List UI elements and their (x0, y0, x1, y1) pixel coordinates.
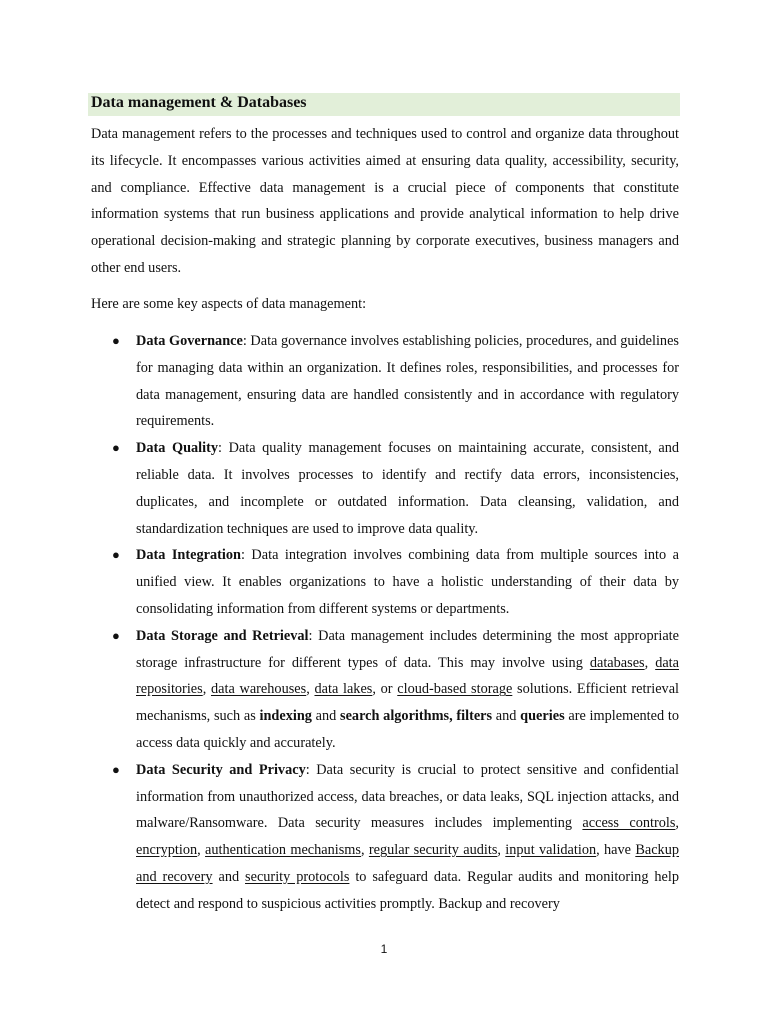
item-description: solutions. Efficient retrieval mechanisms, such as (136, 681, 680, 725)
list-item-text (136, 435, 679, 542)
bullet-icon: ● (112, 627, 120, 643)
list-item-data-security (0, 757, 768, 918)
link-security-audits[interactable]: regular security audits (368, 842, 498, 859)
term-search-algorithms: search algorithms, filters (340, 708, 493, 725)
link-data-lakes[interactable]: data lakes (314, 681, 373, 698)
key-aspects-list (0, 328, 768, 918)
separator: and (492, 708, 521, 725)
separator: , (644, 654, 656, 671)
list-item-data-quality (0, 435, 768, 542)
link-data-warehouses[interactable]: data warehouses (210, 681, 307, 698)
item-description: : Data governance involves establishing policies, procedures, and guidelines for managing data within an organization. It defines roles, responsibilities, and processes for data management, ensuring data are handled consistently and in accordance with regulatory requirements. (136, 333, 679, 430)
separator: , (497, 842, 506, 859)
term-data-integration: Data Integration (136, 547, 241, 564)
separator: , or (372, 681, 398, 698)
separator: , (197, 842, 206, 859)
separator: , (306, 681, 315, 698)
item-description: : Data security is crucial to protect sensitive and confidential information from unauthorized access, data breaches, or data leaks, SQL injection attacks, and malware/Ransomware. Data security measures includes implementing (136, 761, 679, 832)
separator: , (202, 681, 211, 698)
bullet-icon: ● (112, 333, 120, 348)
term-data-quality: Data Quality (136, 440, 219, 457)
link-data-repositories[interactable]: data repositories (136, 654, 679, 698)
list-item-data-storage (0, 623, 768, 757)
bullet-icon: ● (112, 761, 120, 777)
term-queries: queries (520, 708, 565, 725)
link-input-validation[interactable]: input validation (505, 842, 597, 859)
item-description: are implemented to access data quickly and accurately. (136, 708, 679, 751)
link-cloud-storage[interactable]: cloud-based storage (397, 681, 513, 698)
item-description: : Data quality management focuses on maintaining accurate, consistent, and reliable data. It involves processes to identify and rectify data errors, inconsistencies, duplicates, and incomplete or outdated information. Data cleansing, validation, and standardization techniques are used to improve data quality. (136, 440, 680, 537)
link-access-controls[interactable]: access controls (582, 815, 676, 832)
term-data-security: Data Security and Privacy (136, 761, 306, 778)
intro-paragraph: Data management refers to the processes and techniques used to control and organize data throughout its lifecycle. It encompasses various activities aimed at ensuring data quality, accessibility, security, and compliance. Effective data management is a crucial piece of components that constitute information systems that run business applications and provide analytical information to help drive operational decision-making and strategic planning by corporate executives, business managers and other end users. (91, 126, 679, 276)
separator: , have (596, 842, 636, 859)
list-item-text (136, 328, 679, 435)
separator: and (212, 868, 246, 885)
link-security-protocols[interactable]: security protocols (245, 868, 350, 885)
list-item-text (136, 623, 679, 757)
bullet-icon: ● (112, 440, 120, 456)
separator: and (311, 708, 341, 725)
separator: , (675, 815, 679, 832)
bullet-icon: ● (112, 547, 120, 563)
section-heading (88, 93, 680, 116)
separator: , (361, 842, 369, 859)
list-item-data-governance (0, 328, 768, 435)
item-description: : Data management includes determining the most appropriate storage infrastructure for different types of data. This may involve using (136, 627, 679, 671)
link-backup-recovery[interactable]: Backup and recovery (136, 842, 680, 885)
term-indexing: indexing (259, 708, 312, 725)
item-description: : Data integration involves combining data from multiple sources into a unified view. It enables organizations to have a holistic understanding of their data by consolidating information from different systems or departments. (136, 547, 679, 617)
list-item-text (136, 542, 679, 622)
list-item-text (136, 757, 679, 918)
link-authentication-mechanisms[interactable]: authentication mechanisms (205, 842, 361, 859)
term-data-storage: Data Storage and Retrieval (136, 627, 309, 644)
link-encryption[interactable]: encryption (136, 842, 198, 859)
item-description: to safeguard data. Regular audits and monitoring help detect and respond to suspicious activities promptly. Backup and recovery (136, 868, 679, 912)
section-heading-text: Data management & Databases (91, 94, 307, 111)
lead-paragraph: Here are some key aspects of data management: (91, 296, 367, 312)
term-data-governance: Data Governance (136, 333, 243, 349)
page-number: 1 (380, 942, 388, 956)
link-databases[interactable]: databases (589, 654, 645, 671)
list-item-data-integration (0, 542, 768, 622)
